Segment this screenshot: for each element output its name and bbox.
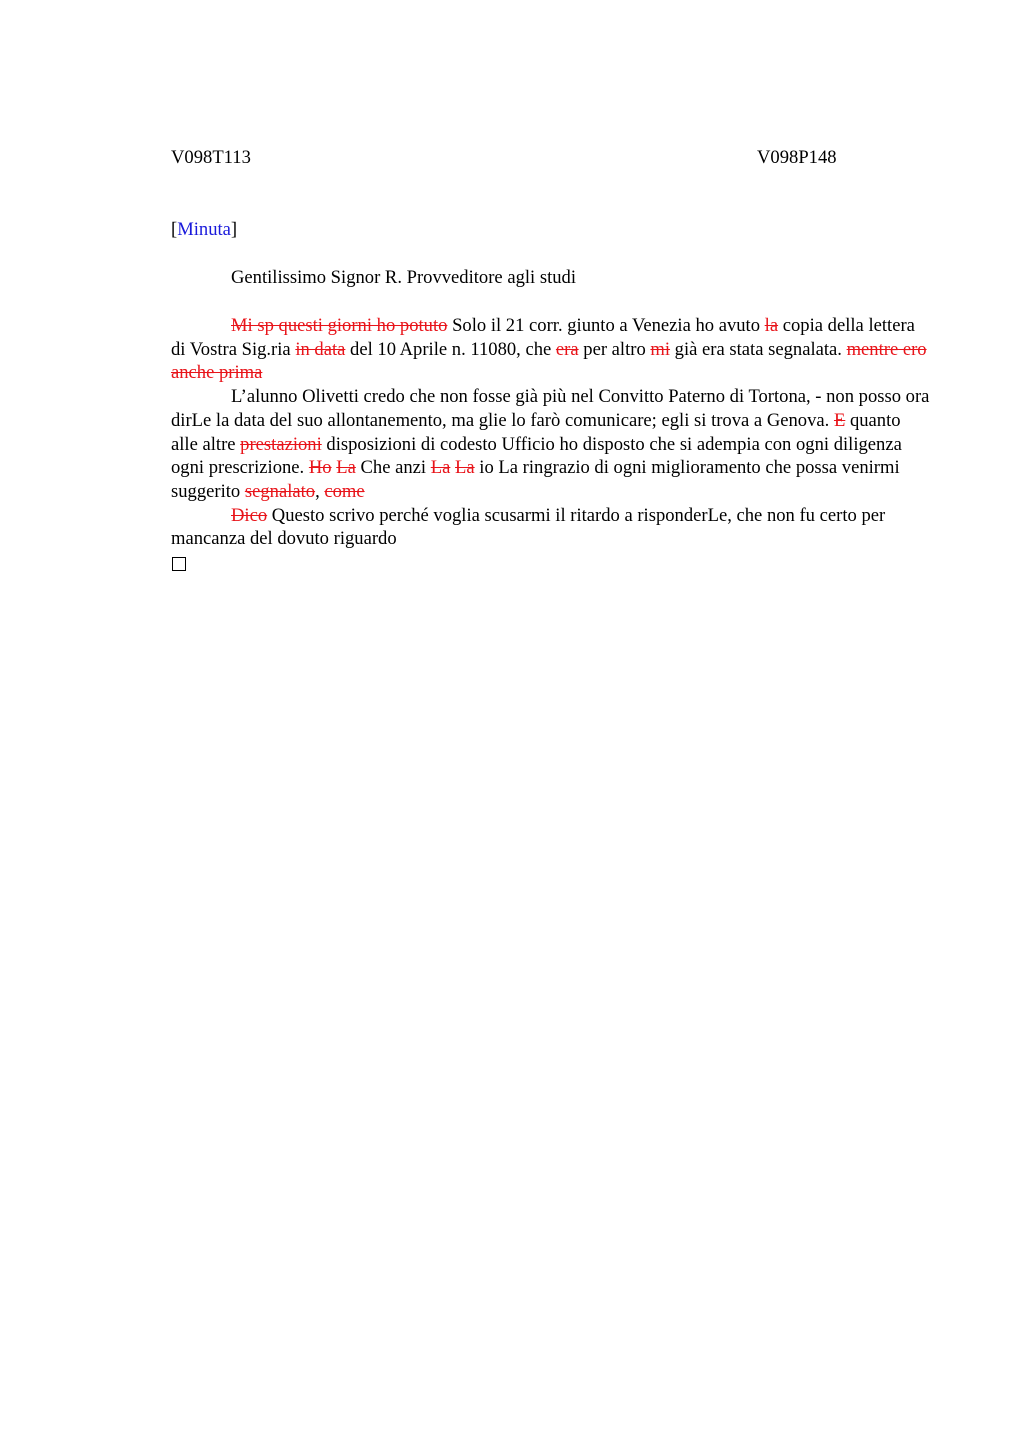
deleted-text: segnalato bbox=[244, 480, 316, 502]
text-segment: Questo scrivo perché voglia scusarmi il ritardo a risponderLe, che non fu certo per mancanza del dovuto riguardo bbox=[171, 504, 886, 550]
text-segment: quanto alle altre bbox=[171, 409, 901, 455]
deleted-text: La bbox=[430, 457, 451, 479]
deleted-text: mentre ero bbox=[846, 338, 927, 360]
deleted-text: La bbox=[336, 457, 356, 479]
text-segment: Che anzi bbox=[355, 457, 431, 479]
deleted-text: anche prima bbox=[171, 362, 263, 384]
deleted-text: La bbox=[455, 457, 475, 479]
deleted-text: Mi sp questi giorni ho potuto bbox=[231, 315, 448, 336]
text-segment: , bbox=[315, 480, 325, 502]
deleted-text: in data bbox=[295, 338, 346, 360]
draft-label bbox=[171, 219, 237, 241]
deleted-text: prestazioni bbox=[240, 433, 322, 455]
letter-paragraph bbox=[171, 385, 931, 504]
text-segment: Solo il 21 corr. giunto a Venezia ho avuto bbox=[447, 315, 765, 336]
document-code-left: V098T113 bbox=[171, 147, 251, 168]
deleted-text: Ho bbox=[308, 457, 332, 479]
empty-square-icon bbox=[172, 557, 186, 571]
letter-paragraph bbox=[171, 504, 931, 551]
draft-label-open-bracket: [ bbox=[171, 219, 178, 240]
deleted-text: la bbox=[764, 315, 779, 336]
text-segment: io La ringrazio di ogni miglioramento che possa venirmi suggerito bbox=[171, 457, 900, 502]
deleted-text: era bbox=[555, 338, 579, 360]
text-segment: per altro bbox=[578, 338, 651, 360]
letter-paragraph bbox=[171, 314, 931, 385]
letter-body bbox=[171, 314, 931, 571]
deleted-text: mi bbox=[650, 338, 671, 360]
text-segment: del 10 Aprile n. 11080, che bbox=[345, 338, 556, 360]
text-segment: L’alunno Olivetti credo che non fosse già più nel Convitto Paterno di Tortona, - non posso ora dirLe la data del suo allontanemento, ma glie lo farò comunicare; egli si trova a Genova. bbox=[171, 386, 930, 431]
text-segment: già era stata segnalata. bbox=[670, 338, 847, 360]
deleted-text: come bbox=[324, 480, 365, 502]
document-code-right: V098P148 bbox=[757, 147, 837, 168]
draft-label-close-bracket: ] bbox=[230, 219, 238, 240]
letter-salutation: Gentilissimo Signor R. Provveditore agli studi bbox=[231, 267, 577, 288]
text-segment: disposizioni di codesto Ufficio ho disposto che si adempia con ogni diligenza ogni prescrizione. bbox=[171, 433, 902, 479]
text-segment: copia della lettera di Vostra Sig.ria bbox=[171, 315, 915, 360]
deleted-text: E bbox=[833, 409, 846, 431]
deleted-text: Dico bbox=[231, 504, 268, 526]
draft-label-text: Minuta bbox=[177, 219, 231, 240]
